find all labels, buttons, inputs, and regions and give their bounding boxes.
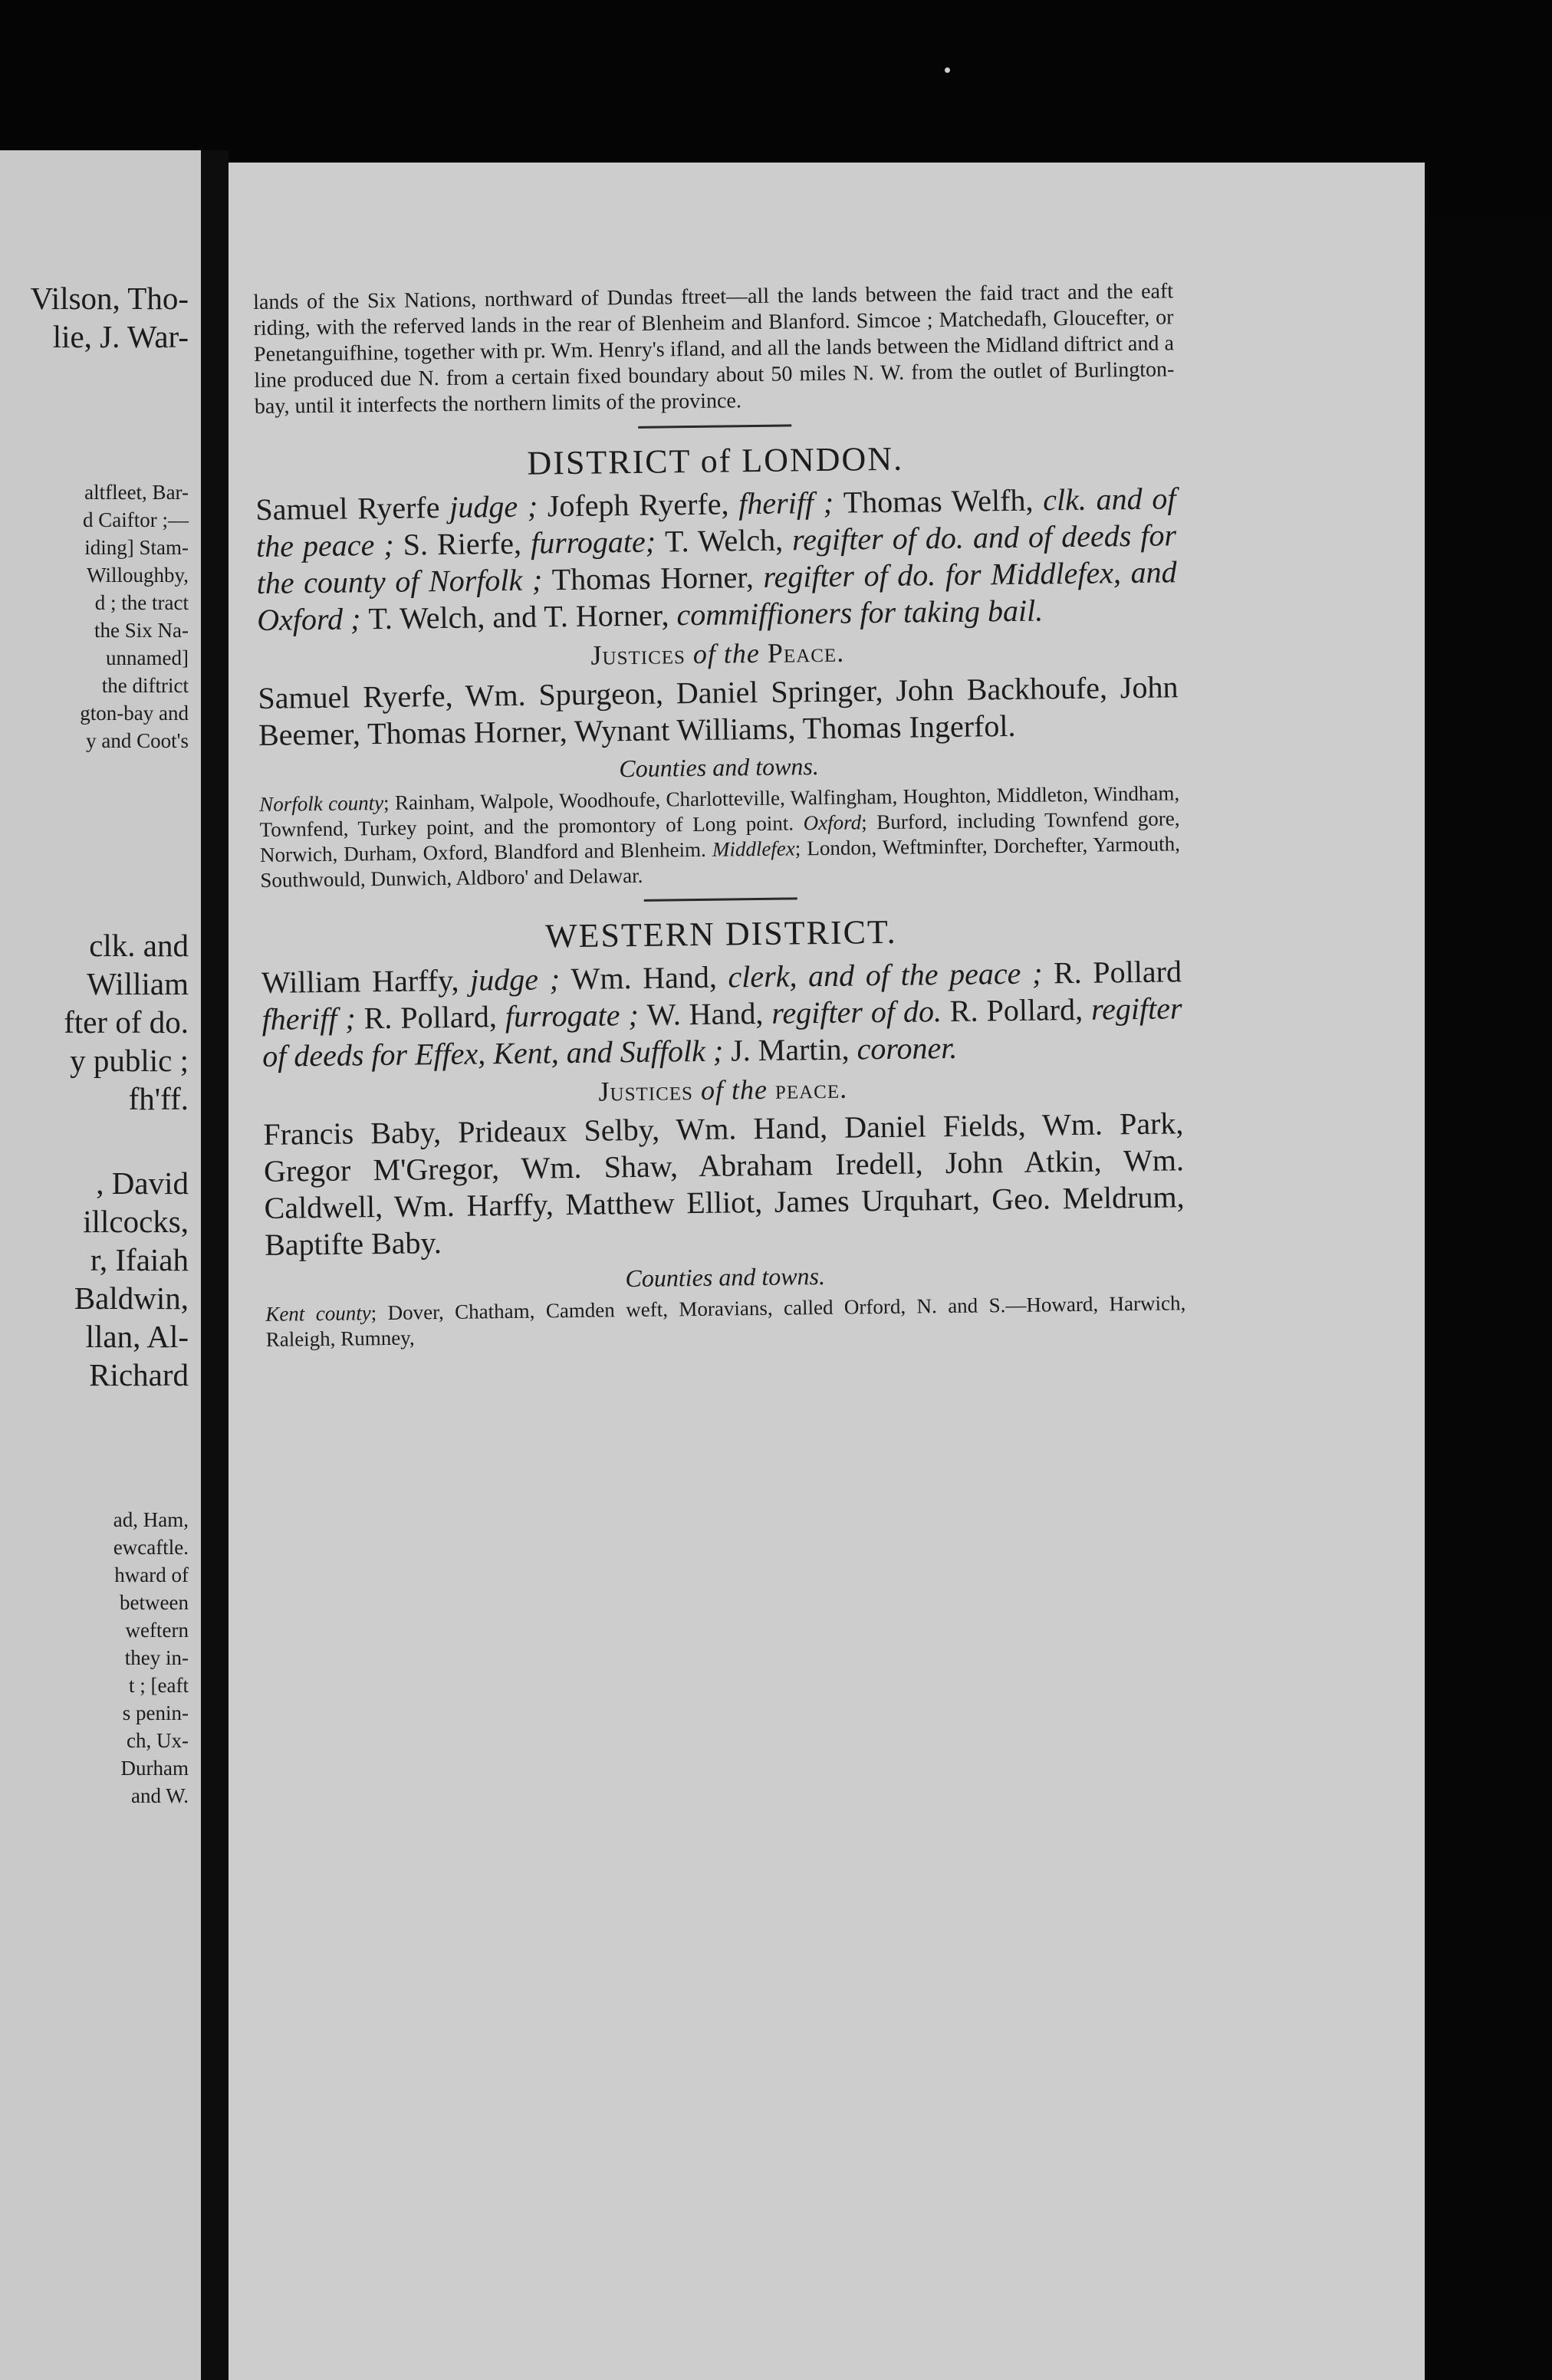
text-run: William Harffy, <box>261 962 471 1000</box>
text-run: R. Pollard, <box>949 991 1092 1028</box>
left-page-line: y and Coot's <box>86 729 189 752</box>
text-run: S. Rierfe, <box>403 525 531 562</box>
left-page-line: lie, J. War- <box>52 319 189 354</box>
text-run: judge ; <box>469 962 571 998</box>
section-rule <box>644 897 797 901</box>
left-page-line: gton-bay and <box>80 702 189 725</box>
justices-label: Justices <box>590 639 694 671</box>
text-column <box>253 278 1186 1353</box>
left-page-line: Baldwin, <box>74 1280 189 1316</box>
left-page <box>0 150 201 2380</box>
left-page-line: Richard <box>89 1357 189 1392</box>
london-counties-text <box>259 781 1181 893</box>
text-run: Oxford <box>803 810 862 835</box>
left-page-line: t ; [eaft <box>129 1674 189 1697</box>
western-counties-text <box>265 1290 1186 1353</box>
left-page-line: the Six Na- <box>94 619 189 642</box>
left-page-line: fter of do. <box>64 1004 189 1040</box>
text-run: Norfolk county <box>259 791 384 816</box>
text-run: regifter of do. for Middlefex, and Oxford ; <box>256 554 1177 637</box>
left-page-line: llan, Al- <box>85 1319 189 1354</box>
western-district-heading: WESTERN DISTRICT. <box>544 912 897 955</box>
left-page-line: Willoughby, <box>87 564 189 587</box>
text-run: furrogate ; <box>505 997 647 1034</box>
left-page-line: they in- <box>124 1646 189 1669</box>
left-page-line: r, Ifaiah <box>90 1242 189 1277</box>
intro-paragraph: lands of the Six Nations, northward of Dundas ftreet—all the lands between the faid tract and the eaft riding, with the referved lands in the rear of Blenheim and Blanford. Simcoe ; Matchedafh, Gloucefter, or Penetanguifhine, together with pr. Wm. Henry's ifland, and all the lands between the Midland diftrict and a line produced due N. from a certain fixed boundary about 50 miles N. W. from the outlet of Burlington-bay, until it interfects the northern limits of the province. <box>253 279 1175 419</box>
left-page-line: the diftrict <box>101 674 189 697</box>
left-page-line: unnamed] <box>106 646 189 669</box>
text-run: coroner. <box>857 1030 958 1067</box>
text-run: commiffioners for taking bail. <box>676 593 1044 633</box>
text-run: ; Rainham, Walpole, Woodhoufe, Charlotteville, Walfingham, Houghton, Middleton, Windham, Townfend, Turkey point, and the promontory of Long point. <box>259 781 1180 841</box>
london-officers <box>255 480 1177 639</box>
left-page-line: altfleet, Bar- <box>84 481 189 504</box>
justices-label: Justices <box>598 1074 702 1107</box>
text-run: fheriff ; <box>261 1001 364 1037</box>
justices-peace: Peace. <box>767 636 845 669</box>
text-run: Thomas Welfh, <box>843 482 1044 520</box>
text-run: ; London, Weftminfter, Dorchefter, Yarmouth, Southwould, Dunwich, Aldboro' and Delawar. <box>260 832 1181 892</box>
left-page-line: Vilson, Tho- <box>30 281 189 316</box>
text-run: Thomas Horner, <box>551 559 764 597</box>
section-rule <box>638 424 791 428</box>
text-run: ; Dover, Chatham, Camden weft, Moravians, called Orford, N. and S.—Howard, Harwich, Raleigh, Rumney, <box>265 1291 1186 1351</box>
text-run: Jofeph Ryerfe, <box>547 486 739 524</box>
western-justices-list: Francis Baby, Prideaux Selby, Wm. Hand, Daniel Fields, Wm. Park, Gregor M'Gregor, Wm. Shaw, Abraham Iredell, John Atkin, Wm. Caldwell, Wm. Harffy, Matthew Elliot, James Urquhart, Geo. Meldrum, Baptifte Baby. <box>263 1106 1185 1262</box>
justices-of-the: of the <box>700 1073 776 1106</box>
text-run: ; Burford, including Townfend gore, Norwich, Durham, Oxford, Blandford and Blenheim. <box>259 807 1180 866</box>
left-page-line: s penin- <box>122 1701 189 1724</box>
text-run: regifter of deeds for Effex, Kent, and Suffolk ; <box>261 991 1182 1073</box>
justices-peace: peace. <box>774 1073 848 1105</box>
text-run: furrogate; <box>530 524 666 560</box>
text-run: R. Pollard <box>1053 954 1182 991</box>
page-gutter <box>201 150 229 2380</box>
text-run: R. Pollard, <box>363 999 506 1036</box>
text-run: clk. and of the peace ; <box>255 481 1176 564</box>
scan-speck <box>945 67 950 73</box>
text-run: T. Welch, <box>664 522 793 559</box>
left-page-line: clk. and <box>89 928 189 963</box>
left-page-line: and W. <box>130 1784 189 1807</box>
text-run: Kent county <box>265 1301 371 1326</box>
text-run: Middlefex <box>712 837 795 861</box>
justices-of-the: of the <box>692 637 768 670</box>
right-page <box>229 163 1425 2380</box>
text-run: regifter of do. <box>771 993 951 1031</box>
left-page-line: hward of <box>114 1563 189 1586</box>
london-district-heading: DISTRICT of LONDON. <box>527 439 904 482</box>
western-counties-heading: Counties and towns. <box>625 1261 826 1293</box>
left-page-line: d Caiftor ;— <box>83 508 189 531</box>
left-page-line: , David <box>96 1165 189 1201</box>
left-page-line: between <box>120 1591 189 1614</box>
left-page-line: d ; the tract <box>94 591 189 614</box>
left-page-line: ad, Ham, <box>113 1508 189 1531</box>
text-run: fheriff ; <box>738 485 844 521</box>
left-page-line: fh'ff. <box>128 1081 189 1116</box>
text-run: W. Hand, <box>646 995 772 1032</box>
left-page-line: y public ; <box>70 1043 189 1078</box>
text-run: clerk, and of the peace ; <box>728 955 1054 994</box>
text-run: regifter of do. and of deeds for the county of Norfolk ; <box>256 518 1177 600</box>
london-justices-list: Samuel Ryerfe, Wm. Spurgeon, Daniel Springer, John Backhoufe, John Beemer, Thomas Horner, Wynant Williams, Thomas Ingerfol. <box>258 669 1179 752</box>
left-page-line: illcocks, <box>83 1204 189 1239</box>
left-page-line: ch, Ux- <box>127 1729 189 1752</box>
london-counties-heading: Counties and towns. <box>619 752 820 783</box>
left-page-line: iding] Stam- <box>84 536 189 559</box>
western-officers <box>261 953 1183 1075</box>
text-run: J. Martin, <box>730 1031 857 1068</box>
text-run: Wm. Hand, <box>570 959 728 996</box>
left-page-line: weftern <box>125 1619 189 1642</box>
left-page-line: William <box>87 966 189 1001</box>
scan-border <box>1425 219 1552 2380</box>
left-page-line: Durham <box>120 1757 189 1780</box>
text-run: Samuel Ryerfe <box>255 489 450 527</box>
left-page-line: ewcaftle. <box>113 1536 189 1559</box>
text-run: T. Welch, and T. Horner, <box>368 597 677 636</box>
text-run: judge ; <box>449 488 548 524</box>
